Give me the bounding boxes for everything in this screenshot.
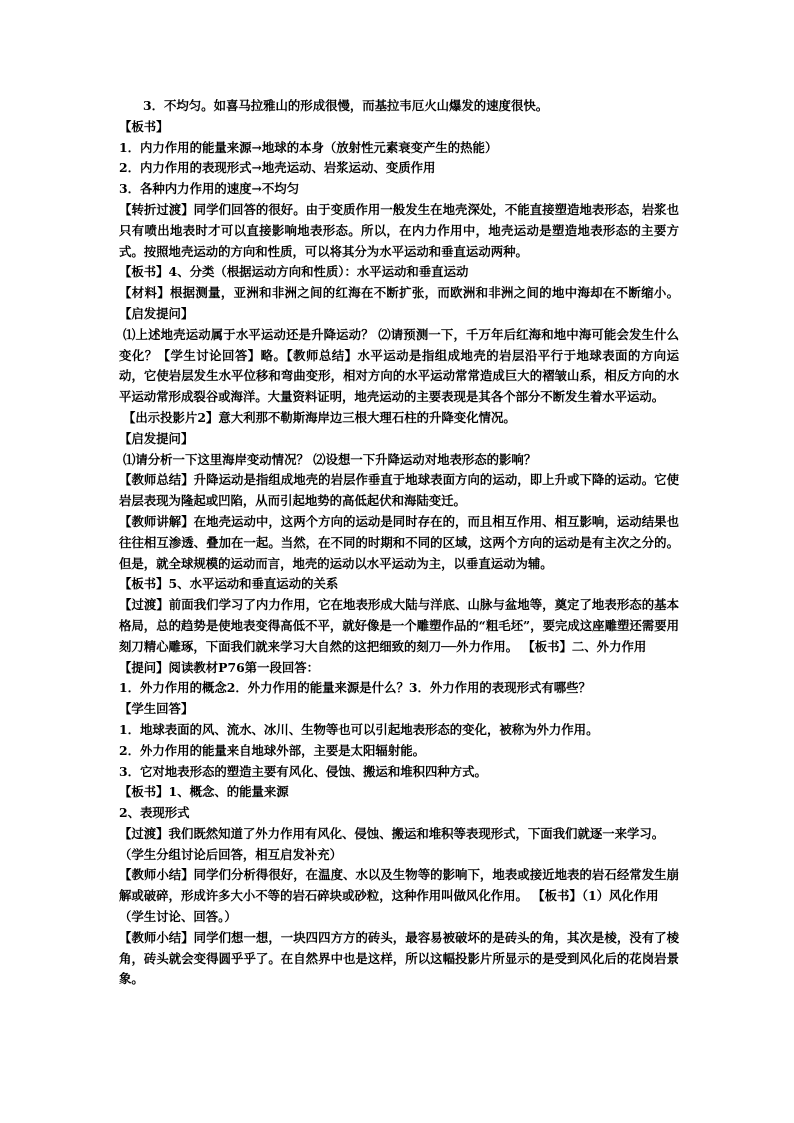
text-line: 1．内力作用的能量来源→地球的本身（放射性元素衰变产生的热能） xyxy=(119,139,498,155)
text-line: 2、表现形式 xyxy=(119,805,190,821)
paragraph: 【教师小结】同学们想一想，一块四四方方的砖头，最容易被破坏的是砖头的角，其次是棱，没有了棱角，砖头就会变得圆乎乎了。在自然界中也是这样，所以这幅投影片所显示的是受到风化后的花岗岩景象。 xyxy=(119,929,679,987)
text-line: （学生分组讨论后回答，相互启发补充） xyxy=(119,846,343,862)
text-line: 【板书】1、概念、的能量来源 xyxy=(119,784,289,800)
text-line: 3．不均匀。如喜马拉雅山的形成很慢，而基拉韦厄火山爆发的速度很快。 xyxy=(143,98,549,113)
paragraph: 【材料】根据测量，亚洲和非洲之间的红海在不断扩张，而欧洲和非洲之间的地中海却在不断缩小。 【启发提问】 xyxy=(119,285,679,321)
text-line: 【出示投影片2】意大利那不勒斯海岸边三根大理石柱的升降变化情况。 xyxy=(123,409,516,425)
text-line: 【提问】阅读教材P76第一段回答： xyxy=(119,659,320,675)
text-line: 【过渡】我们既然知道了外力作用有风化、侵蚀、搬运和堆积等表现形式，下面我们就逐一来学习。 xyxy=(119,825,665,841)
document-page xyxy=(119,96,679,990)
text-line: 3．各种内力作用的速度→不均匀 xyxy=(119,181,300,197)
paragraph: 【转折过渡】同学们回答的很好。由于变质作用一般发生在地壳深处，不能直接塑造地表形态，岩浆也只有喷出地表时才可以直接影响地表形态。所以，在内力作用中，地壳运动是塑造地表形态的主要方式。按照地壳运动的方向和性质，可以将其分为水平运动和垂直运动两种。 xyxy=(119,201,679,259)
text-line: 【启发提问】 xyxy=(119,430,194,446)
paragraph: 【教师总结】升降运动是指组成地壳的岩层作垂直于地球表面方向的运动，即上升或下降的运动。它使岩层表现为隆起或凹陷，从而引起地势的高低起伏和海陆变迁。 xyxy=(119,472,679,509)
paragraph: 【教师讲解】在地壳运动中，这两个方向的运动是同时存在的，而且相互作用、相互影响，运动结果也往往相互渗透、叠加在一起。当然，在不同的时期和不同的区域，这两个方向的运动是有主次之分的。但是，就全球规模的运动而言，地壳的运动以水平运动为主，以垂直运动为辅。 xyxy=(119,513,679,571)
text-line: 【学生回答】 xyxy=(119,701,194,717)
board-heading: 【板书】 xyxy=(119,118,169,134)
paragraph: 【教师小结】同学们分析得很好，在温度、水以及生物等的影响下，地表或接近地表的岩石经常发生崩解或破碎，形成许多大小不等的岩石碎块或砂粒，这种作用叫做风化作用。 【板书】（1）风化作用 xyxy=(119,867,679,904)
text-line: 【板书】5、水平运动和垂直运动的关系 xyxy=(119,576,339,592)
paragraph: 【过渡】前面我们学习了内力作用，它在地表形成大陆与洋底、山脉与盆地等，奠定了地表形态的基本格局，总的趋势是使地表变得高低不平，就好像是一个雕塑作品的“粗毛坯”，要完成这座雕塑还需要用刻刀精心雕琢，下面我们就来学习大自然的这把细致的刻刀──外力作用。 【板书】二、外力作用 xyxy=(119,597,679,654)
text-line: 1．地球表面的风、流水、冰川、生物等也可以引起地表形态的变化，被称为外力作用。 xyxy=(119,721,599,737)
text-line: ⑴请分析一下这里海岸变动情况？ ⑵设想一下升降运动对地表形态的影响？ xyxy=(123,451,537,467)
text-line: 2．内力作用的表现形式→地壳运动、岩浆运动、变质作用 xyxy=(119,160,436,176)
paragraph: ⑴上述地壳运动属于水平运动还是升降运动？ ⑵请预测一下，千万年后红海和地中海可能会发生什么变化？【学生讨论回答】略。【教师总结】水平运动是指组成地壳的岩层沿平行于地球表面的方向运动，它使岩层发生水平位移和弯曲变形，相对方向的水平运动常常造成巨大的褶皱山系，相反方向的水平运动常形成裂谷或海洋。大量资料证明，地壳运动的主要表现是其各个部分不断发生着水平运动。 xyxy=(119,326,679,405)
text-line: 2．外力作用的能量来自地球外部，主要是太阳辐射能。 xyxy=(119,742,425,758)
text-line: 3．它对地表形态的塑造主要有风化、侵蚀、搬运和堆积四种方式。 xyxy=(119,763,487,779)
text-line: （学生讨论、回答。） xyxy=(119,909,237,925)
text-line: 1．外力作用的概念2．外力作用的能量来源是什么？3．外力作用的表现形式有哪些？ xyxy=(119,680,591,696)
text-line: 【板书】4、分类（根据运动方向和性质）：水平运动和垂直运动 xyxy=(119,264,469,280)
